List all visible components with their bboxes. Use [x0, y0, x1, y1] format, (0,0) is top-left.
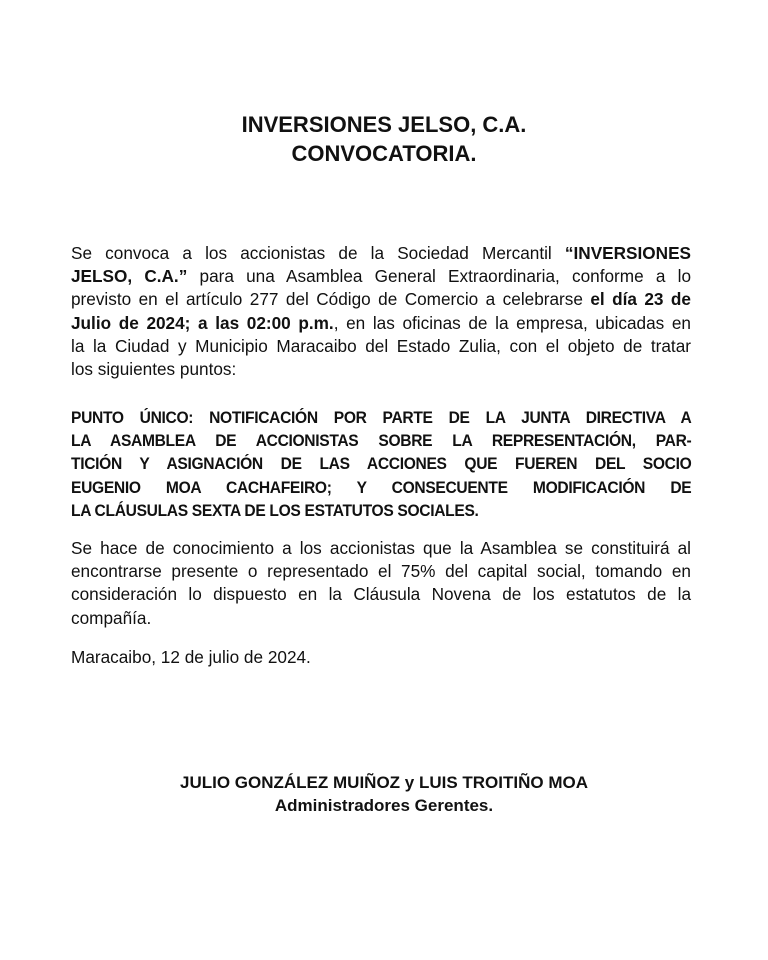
agenda-line: LA ASAMBLEA DE ACCIONISTAS SOBRE LA REPRESENTACIÓN, PAR- [71, 431, 692, 451]
company-name-bold: JELSO, C.A.” [71, 266, 188, 287]
intro-line: la la Ciudad y Municipio Maracaibo del Estado Zulia, con el objeto de tratar [71, 335, 691, 356]
quorum-line: consideración lo dispuesto en la Cláusula Novena de los estatutos de la [71, 584, 691, 605]
agenda-line: EUGENIO MOA CACHAFEIRO; Y CONSECUENTE MODIFICACIÓN DE [71, 477, 692, 497]
agenda-paragraph [71, 406, 691, 522]
quorum-line: Se hace de conocimiento a los accionistas que la Asamblea se constituirá al [71, 538, 691, 558]
intro-text: para una Asamblea General Extraordinaria, conforme a lo [187, 266, 691, 287]
intro-line [71, 288, 691, 311]
signatory-role: Administradores Gerentes. [274, 796, 494, 815]
intro-text: , en las oficinas de la empresa, ubicadas en [333, 312, 691, 333]
agenda-line: PUNTO ÚNICO: NOTIFICACIÓN POR PARTE DE LA JUNTA DIRECTIVA A [71, 408, 692, 427]
quorum-line: encontrarse presente o representado el 75% del capital social, tomando en [71, 561, 691, 582]
company-name-bold: “INVERSIONES [564, 243, 691, 263]
place-date-text: Maracaibo, 12 de julio de 2024. [71, 647, 311, 667]
agenda-line: LA CLÁUSULAS SEXTA DE LOS ESTATUTOS SOCIALES. [71, 500, 479, 520]
document-type-title: CONVOCATORIA. [291, 141, 477, 166]
intro-paragraph [71, 242, 691, 381]
place-date [71, 646, 691, 669]
meeting-date-bold: el día 23 de [590, 289, 691, 310]
intro-line [71, 265, 691, 288]
intro-line [71, 242, 691, 265]
intro-line [71, 312, 691, 335]
signatory-names: JULIO GONZÁLEZ MUIÑOZ y LUIS TROITIÑO MOA [180, 773, 588, 792]
meeting-date-bold: Julio de 2024; a las 02:00 p.m. [71, 312, 334, 333]
quorum-paragraph [71, 537, 691, 630]
intro-text: previsto en el artículo 277 del Código de Comercio a celebrarse [71, 289, 591, 310]
agenda-line: TICIÓN Y ASIGNACIÓN DE LAS ACCIONES QUE FUEREN DEL SOCIO [71, 454, 692, 474]
intro-line: los siguientes puntos: [71, 358, 237, 379]
quorum-line: compañía. [71, 607, 152, 628]
company-title: INVERSIONES JELSO, C.A. [241, 112, 527, 137]
intro-text: Se convoca a los accionistas de la Sociedad Mercantil [71, 243, 565, 263]
